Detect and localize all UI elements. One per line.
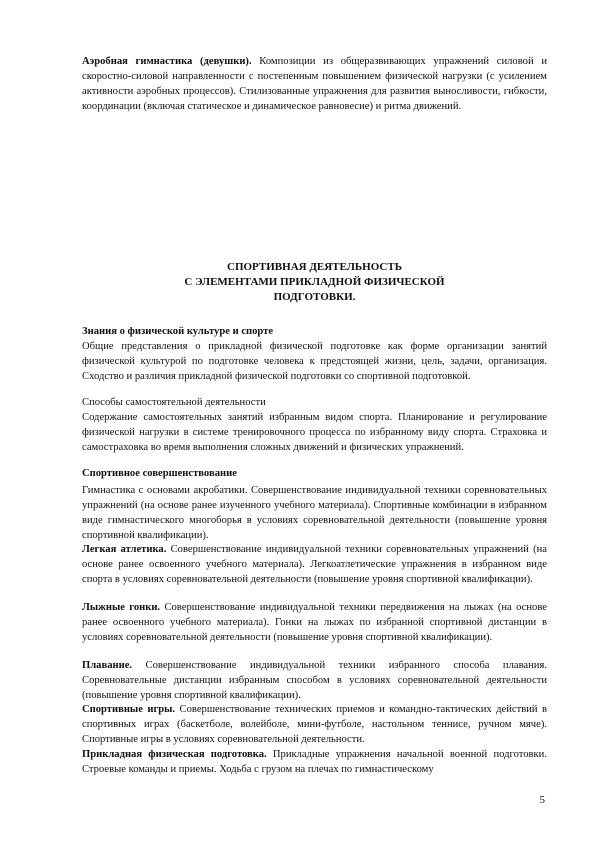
athletics-paragraph: [82, 542, 547, 587]
intro-text: Композиции из общеразвивающих упражнений силовой и скоростно-силовой направленности с постепенным повышением физической нагрузки (с усилением активности аэробных процессов). Стилизованные упражнения для развития выносливости, гибкости, координации (включая статическое и динамическое равновесие) и ритма движений.: [82, 56, 547, 112]
intro-lead: Аэробная гимнастика (девушки).: [82, 56, 252, 67]
methods-title: Способы самостоятельной деятельности: [82, 397, 266, 408]
athletics-lead: Легкая атлетика.: [82, 544, 167, 555]
skiing-paragraph: [82, 600, 547, 645]
intro-paragraph: [82, 54, 547, 114]
skiing-lead: Лыжные гонки.: [82, 602, 161, 613]
section-heading: [82, 260, 547, 305]
games-paragraph: [82, 702, 547, 747]
knowledge-title: Знания о физической культуре и спорте: [82, 326, 274, 337]
improvement-title: Спортивное совершенствование: [82, 468, 237, 479]
athletics-text: Совершенствование индивидуальной техники соревновательных упражнений (на основе ранее освоенного учебного материала). Легкоатлетические упражнения в избранном виде спорта в условиях соревновательной деятельности (повышение уровня спортивной квалификации).: [82, 544, 547, 585]
applied-text: Прикладные упражнения начальной военной подготовки. Строевые команды и приемы. Ходьба с грузом на плечах по гимнастическому: [82, 749, 547, 775]
section-heading-line-3: ПОДГОТОВКИ.: [273, 291, 356, 303]
section-heading-line-1: СПОРТИВНАЯ ДЕЯТЕЛЬНОСТЬ: [227, 261, 402, 273]
swimming-text: Совершенствование индивидуальной техники избранного способа плавания. Соревновательные дистанции избранным способом в условиях соревновательной деятельности (повышение уровня спортивной квалификации).: [82, 660, 547, 701]
gymnastics-paragraph: Гимнастика с основами акробатики. Совершенствование индивидуальной техники соревновательных упражнений (на основе ранее изученного учебного материала). Спортивные комбинации в избранном виде гимнастического многоборья в условиях соревновательной деятельности (повышение уровня спортивной квалификации).: [82, 485, 547, 541]
games-lead: Спортивные игры.: [82, 704, 176, 715]
swimming-lead: Плавание.: [82, 660, 133, 671]
swimming-paragraph: [82, 658, 547, 703]
applied-lead: Прикладная физическая подготовка.: [82, 749, 267, 760]
knowledge-paragraph: Общие представления о прикладной физической подготовке как форме организации занятий физической культурой по подготовке человека к предстоящей жизни, цель, задачи, организация. Сходство и различия прикладной физической подготовки со спортивной подготовкой.: [82, 341, 547, 382]
methods-paragraph: Содержание самостоятельных занятий избранным видом спорта. Планирование и регулирование физической нагрузки в системе тренировочного процесса по избранному виду спорта. Страховка и самостраховка во время выполнения сложных движений и физических упражнений.: [82, 412, 547, 453]
page-number: 5: [539, 794, 545, 806]
skiing-text: Совершенствование индивидуальной техники передвижения на лыжах (на основе ранее освоенного учебного материала). Гонки на лыжах по избранной спортивной дистанции в условиях соревновательной деятельности (повышение уровня спортивной квалификации).: [82, 602, 547, 643]
section-heading-line-2: С ЭЛЕМЕНТАМИ ПРИКЛАДНОЙ ФИЗИЧЕСКОЙ: [184, 276, 445, 288]
applied-paragraph: [82, 747, 547, 777]
games-text: Совершенствование технических приемов и командно-тактических действий в спортивных играх (баскетболе, волейболе, мини-футболе, настольном теннисе, ручном мяче). Спортивные игры в условиях соревновательной деятельности.: [82, 704, 547, 745]
